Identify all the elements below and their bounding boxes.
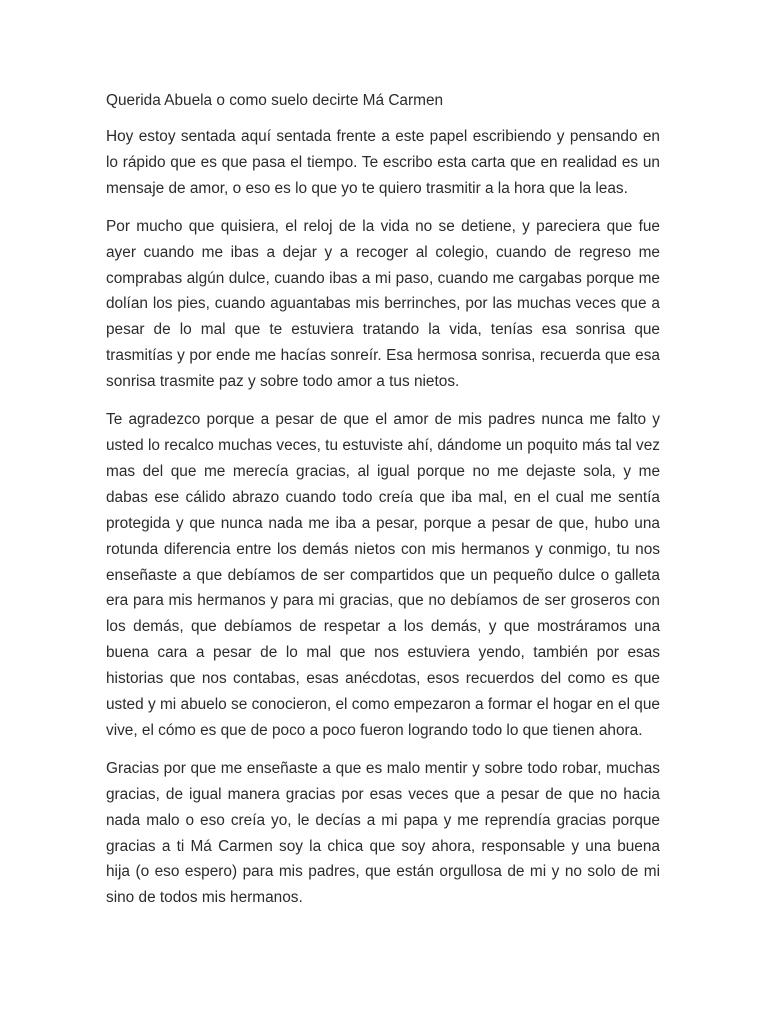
paragraph-1: Hoy estoy sentada aquí sentada frente a este papel escribiendo y pensando en lo rápido que es que pasa el tiempo. Te escribo esta carta que en realidad es un mensaje de amor, o eso es lo que yo te quiero trasmitir a la hora que la leas. — [106, 128, 660, 197]
paragraph-2: Por mucho que quisiera, el reloj de la vida no se detiene, y pareciera que fue ayer cuando me ibas a dejar y a recoger al colegio, cuando de regreso me comprabas algún dulce, cuando ibas a mi paso, cuando me cargabas porque me dolían los pies, cuando aguantabas mis berrinches, por las muchas veces que a pesar de lo mal que te estuviera tratando la vida, tenías esa sonrisa que trasmitías y por ende me hacías sonreír. Esa hermosa sonrisa, recuerda que esa sonrisa trasmite paz y sobre todo amor a tus nietos. — [106, 217, 660, 391]
letter-greeting: Querida Abuela o como suelo decirte Má Carmen — [106, 92, 444, 109]
paragraph-3: Te agradezco porque a pesar de que el amor de mis padres nunca me falto y usted lo recalco muchas veces, tu estuviste ahí, dándome un poquito más tal vez mas del que me merecía gracias, al igual porque no me dejaste sola, y me dabas ese cálido abrazo cuando todo creía que iba mal, en el cual me sentía protegida y que nunca nada me iba a pesar, porque a pesar de que, hubo una rotunda diferencia entre los demás nietos con mis hermanos y conmigo, tu nos enseñaste a que debíamos de ser compartidos que un pequeño dulce o galleta era para mis hermanos y para mi gracias, que no debíamos de ser groseros con los demás, que debíamos de respetar a los demás, y que mostráramos una buena cara a pesar de lo mal que nos estuviera yendo, también por esas historias que nos contabas, esas anécdotas, esos recuerdos del como es que usted y mi abuelo se conocieron, el como empezaron a formar el hogar en el que vive, el cómo es que de poco a poco fueron logrando todo lo que tienen ahora. — [106, 411, 660, 739]
paragraph-4: Gracias por que me enseñaste a que es malo mentir y sobre todo robar, muchas gracias, de igual manera gracias por esas veces que a pesar de que no hacia nada malo o eso creía yo, le decías a mi papa y me reprendía gracias porque gracias a ti Má Carmen soy la chica que soy ahora, responsable y una buena hija (o eso espero) para mis padres, que están orgullosa de mi y no solo de mi sino de todos mis hermanos. — [106, 759, 660, 907]
letter-body — [106, 90, 660, 923]
